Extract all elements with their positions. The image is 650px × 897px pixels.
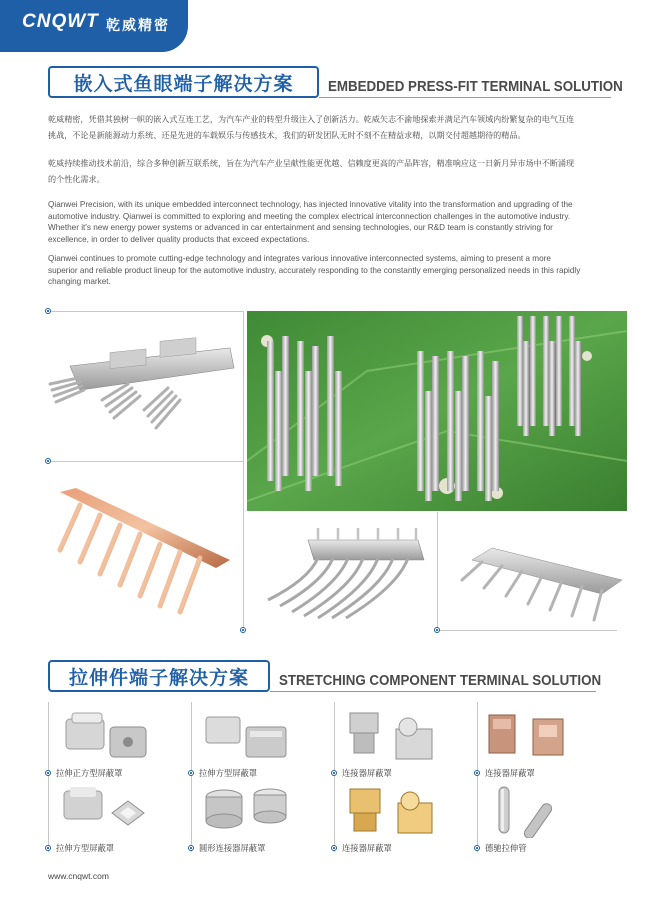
bullet-dot bbox=[45, 845, 51, 851]
product-label: 拉伸方型屏蔽罩 bbox=[199, 768, 258, 778]
pressfit-terminal-strip-image bbox=[40, 318, 240, 448]
website-url[interactable]: www.cnqwt.com bbox=[48, 871, 109, 881]
bullet-dot bbox=[188, 770, 194, 776]
grid-line bbox=[191, 702, 192, 852]
bullet-dot bbox=[45, 308, 51, 314]
product-label: 连接器屏蔽罩 bbox=[485, 768, 535, 778]
bullet-dot bbox=[45, 458, 51, 464]
product-label: 连接器屏蔽罩 bbox=[342, 768, 392, 778]
en-paragraph-1: Qianwei Precision, with its unique embedded interconnect technology, has injected innovative vitality into the transformation and upgrading of the automotive industry. Qianwei is committed to exploring and meeting the complex electrical interconnection challenges in the automotive industry. Whether it's new energy power systems or advanced in car entertainment and sensing technologies, our R&D team is constantly striving for excellence, in order to deliver quality products that exceed expectations. bbox=[48, 200, 573, 244]
bullet-dot bbox=[331, 770, 337, 776]
bullet-dot bbox=[434, 627, 440, 633]
copper-connector-shield-image bbox=[485, 705, 605, 765]
grid-line bbox=[437, 512, 438, 631]
bullet-dot bbox=[331, 845, 337, 851]
bullet-dot bbox=[474, 845, 480, 851]
silver-bent-terminal-image bbox=[248, 520, 433, 620]
grid-line bbox=[48, 311, 244, 312]
product-label: 德驰拉伸管 bbox=[485, 843, 527, 853]
square-shield-image bbox=[58, 705, 178, 765]
section1-underline bbox=[319, 97, 611, 98]
gold-connector-shield-image bbox=[342, 783, 462, 838]
cn-paragraph-1: 乾威精密，凭借其独树一帜的嵌入式互连工艺，为汽车产业的转型升级注入了创新活力。乾威矢志不渝地探索并满足汽车领域内纷繁复杂的电气互连 挑战，不论是新能源动力系统、还是先进的车载娱乐与传感技术，我们的研发团队无时不刻不在精益求精，以期交付超越期待的精品。 bbox=[48, 114, 575, 140]
section2-title-box bbox=[48, 660, 270, 692]
bullet-dot bbox=[45, 770, 51, 776]
section1-title-en: EMBEDDED PRESS-FIT TERMINAL SOLUTION bbox=[328, 79, 623, 95]
connector-shield-image bbox=[342, 705, 462, 765]
pcb-pressfit-photo bbox=[247, 311, 627, 511]
section2-title-en: STRETCHING COMPONENT TERMINAL SOLUTION bbox=[279, 673, 602, 689]
silver-pin-strip-image bbox=[452, 520, 627, 625]
grid-line bbox=[477, 702, 478, 852]
product-label: 拉伸方型屏蔽罩 bbox=[56, 843, 115, 853]
grid-line bbox=[243, 311, 244, 631]
brand-name: 乾威精密 bbox=[106, 18, 170, 34]
bullet-dot bbox=[474, 770, 480, 776]
bullet-dot bbox=[240, 627, 246, 633]
section1-title-box bbox=[48, 66, 319, 98]
section1-title-cn: 嵌入式鱼眼端子解决方案 bbox=[73, 72, 294, 95]
section2-underline bbox=[270, 691, 596, 692]
round-connector-shield-image bbox=[200, 783, 320, 838]
section2-title-cn: 拉伸件端子解决方案 bbox=[68, 666, 249, 689]
company-logo: CNQWT bbox=[22, 11, 99, 32]
en-paragraph-2: Qianwei continues to promote cutting-edge technology and integrates various innovative interconnected systems, aiming to present a more superior and reliable product lineup for the automotive industry, accurately responding to the constantly emerging personalized needs in this rapidly changing market. bbox=[48, 254, 581, 287]
grid-line bbox=[48, 702, 49, 852]
square-shield-open-image bbox=[58, 783, 178, 838]
grid-line bbox=[48, 461, 244, 462]
rect-shield-image bbox=[200, 705, 320, 765]
grid-line bbox=[334, 702, 335, 852]
bullet-dot bbox=[188, 845, 194, 851]
cn-paragraph-2: 乾威持续推动技术前沿，综合多种创新互联系统，旨在为汽车产业呈献性能更优越、信赖度更高的产品阵容，精准响应这一日新月异市场中不断涌现 的个性化需求。 bbox=[48, 158, 575, 184]
grid-line bbox=[437, 630, 617, 631]
copper-terminal-strip-image bbox=[40, 470, 240, 620]
product-label: 连接器屏蔽罩 bbox=[342, 843, 392, 853]
product-label: 圆形连接器屏蔽罩 bbox=[199, 843, 266, 853]
product-label: 拉伸正方型屏蔽罩 bbox=[56, 768, 123, 778]
stretch-tube-image bbox=[485, 783, 605, 838]
